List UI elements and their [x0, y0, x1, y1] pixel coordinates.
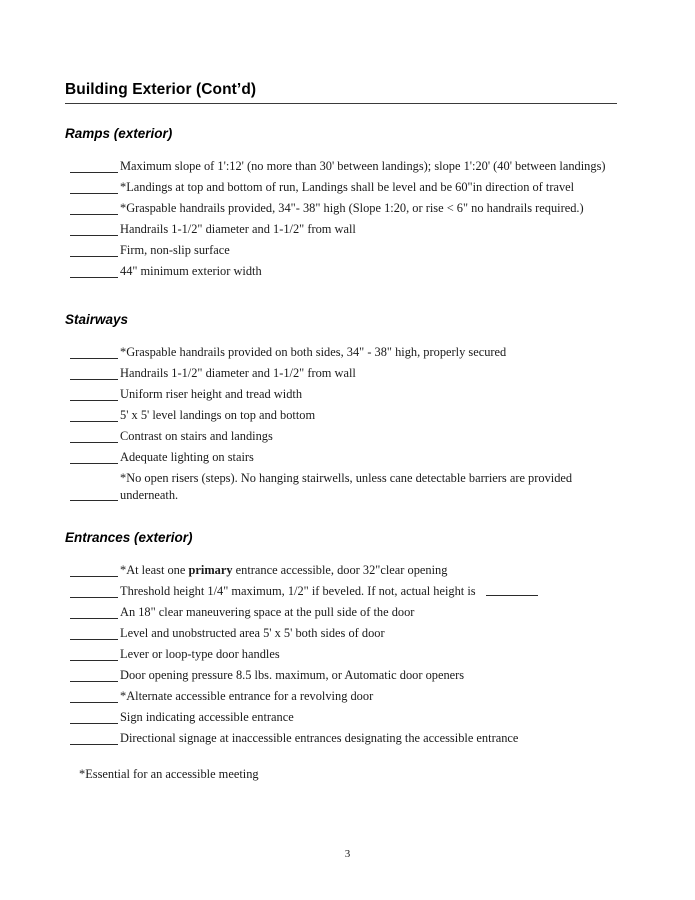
checklist-item[interactable]	[65, 665, 625, 686]
checklist-item-label: Sign indicating accessible entrance	[120, 710, 294, 724]
checkbox-blank-line[interactable]	[70, 597, 118, 598]
checkbox-blank-line[interactable]	[70, 702, 118, 703]
checkbox-blank-line[interactable]	[70, 463, 118, 464]
checklist-item-label: Uniform riser height and tread width	[120, 387, 303, 401]
checklist-item[interactable]	[65, 405, 625, 426]
checklist-item[interactable]	[65, 156, 625, 177]
checkbox-blank-line[interactable]	[70, 358, 118, 359]
checklist-item[interactable]	[65, 426, 625, 447]
checklist-item-label: 44" minimum exterior width	[120, 264, 262, 278]
checklist-item-label: *Graspable handrails provided, 34"- 38" high (Slope 1:20, or rise < 6" no handrails required.)	[120, 201, 584, 215]
checkbox-blank-line[interactable]	[70, 500, 118, 501]
section-entrances	[65, 530, 625, 749]
checklist-item-label: Level and unobstructed area 5' x 5' both sides of door	[120, 626, 385, 640]
checklist-item[interactable]	[65, 581, 625, 602]
checkbox-blank-line[interactable]	[70, 256, 118, 257]
checklist-item-label	[120, 581, 625, 602]
checklist-item[interactable]	[65, 240, 625, 261]
checkbox-blank-line[interactable]	[70, 660, 118, 661]
checklist-item-label: Adequate lighting on stairs	[120, 450, 254, 464]
checklist-item[interactable]	[65, 363, 625, 384]
checkbox-blank-line[interactable]	[70, 379, 118, 380]
section-heading-stairways: Stairways	[65, 312, 129, 327]
checkbox-blank-line[interactable]	[70, 277, 118, 278]
checklist-item[interactable]	[65, 177, 625, 198]
checklist-item[interactable]	[65, 623, 625, 644]
checkbox-blank-line[interactable]	[70, 193, 118, 194]
checkbox-blank-line[interactable]	[70, 235, 118, 236]
checklist-item[interactable]	[65, 560, 625, 581]
checklist-item-label	[120, 560, 625, 581]
checklist-item[interactable]	[65, 447, 625, 468]
checklist-item-label: Directional signage at inaccessible entrances designating the accessible entrance	[120, 731, 519, 745]
checkbox-blank-line[interactable]	[70, 172, 118, 173]
section-heading-ramps: Ramps (exterior)	[65, 126, 173, 141]
checklist-item-label: *Graspable handrails provided on both sides, 34" - 38" high, properly secured	[120, 345, 507, 359]
checklist-item-label: Handrails 1-1/2" diameter and 1-1/2" from wall	[120, 222, 356, 236]
checklist-item[interactable]	[65, 342, 625, 363]
checklist-item[interactable]	[65, 198, 625, 219]
checklist-item[interactable]	[65, 602, 625, 623]
answer-blank-line[interactable]	[486, 584, 538, 596]
checklist-item[interactable]	[65, 219, 625, 240]
checklist-item[interactable]	[65, 707, 625, 728]
item-text-after: entrance accessible, door 32"clear opening	[232, 563, 448, 577]
checkbox-blank-line[interactable]	[70, 442, 118, 443]
checklist-stairways	[65, 342, 625, 506]
checkbox-blank-line[interactable]	[70, 723, 118, 724]
checklist-entrances	[65, 560, 625, 749]
page-title: Building Exterior (Cont’d)	[65, 80, 617, 104]
checklist-item-label: Door opening pressure 8.5 lbs. maximum, or Automatic door openers	[120, 668, 465, 682]
section-ramps	[65, 126, 625, 282]
checklist-item[interactable]	[65, 384, 625, 405]
checklist-ramps	[65, 156, 625, 282]
item-text: Threshold height 1/4" maximum, 1/2" if beveled. If not, actual height is	[120, 584, 476, 598]
page-number: 3	[344, 848, 351, 860]
checklist-item[interactable]	[65, 261, 625, 282]
checklist-item-label: *Alternate accessible entrance for a revolving door	[120, 689, 374, 703]
checkbox-blank-line[interactable]	[70, 421, 118, 422]
checkbox-blank-line[interactable]	[70, 744, 118, 745]
checklist-item[interactable]	[65, 728, 625, 749]
checklist-item-label: 5' x 5' level landings on top and bottom	[120, 408, 316, 422]
checklist-item-label: Contrast on stairs and landings	[120, 429, 273, 443]
checklist-item[interactable]	[65, 686, 625, 707]
section-heading-entrances: Entrances (exterior)	[65, 530, 193, 545]
checklist-item-label: *Landings at top and bottom of run, Landings shall be level and be 60"in direction of travel	[120, 180, 575, 194]
checklist-item-label: Firm, non-slip surface	[120, 243, 230, 257]
checklist-item-label: Handrails 1-1/2" diameter and 1-1/2" from wall	[120, 366, 356, 380]
item-text-before: *At least one	[120, 563, 189, 577]
checklist-item[interactable]	[65, 644, 625, 665]
item-emphasis: primary	[188, 563, 233, 577]
checkbox-blank-line[interactable]	[70, 618, 118, 619]
checkbox-blank-line[interactable]	[70, 400, 118, 401]
checklist-item-label: Maximum slope of 1':12' (no more than 30' between landings); slope 1':20' (40' between landings)	[120, 159, 606, 173]
checklist-item-label: An 18" clear maneuvering space at the pull side of the door	[120, 605, 415, 619]
checkbox-blank-line[interactable]	[70, 576, 118, 577]
checklist-item-label: *No open risers (steps). No hanging stairwells, unless cane detectable barriers are provided underneath.	[120, 471, 573, 502]
checklist-item-label: Lever or loop-type door handles	[120, 647, 280, 661]
section-stairways	[65, 312, 625, 506]
checkbox-blank-line[interactable]	[70, 214, 118, 215]
checklist-item[interactable]	[65, 468, 625, 506]
checkbox-blank-line[interactable]	[70, 681, 118, 682]
footnote: *Essential for an accessible meeting	[79, 767, 259, 781]
checkbox-blank-line[interactable]	[70, 639, 118, 640]
